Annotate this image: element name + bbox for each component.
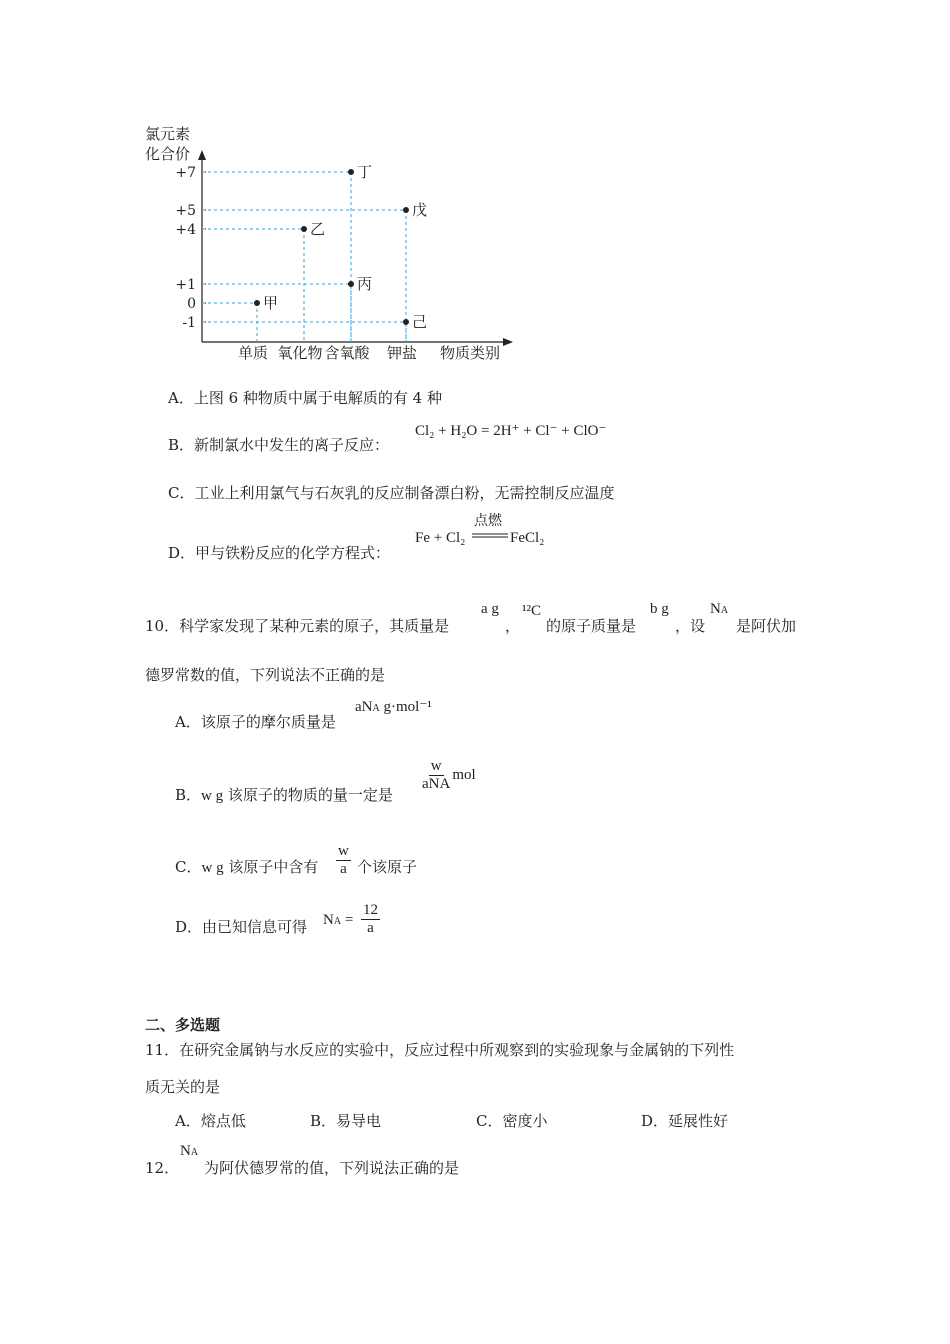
section-heading: 二、多选题 <box>145 1016 221 1034</box>
q9-option-d-right: FeCl₂ <box>510 530 545 546</box>
q12-number: 12． <box>145 1159 180 1177</box>
q9-option-a: A．上图 6 种物质中属于电解质的有 4 种 <box>168 389 442 407</box>
q11-option-c: C．密度小 <box>476 1112 548 1130</box>
y-tick-label: +1 <box>175 277 196 293</box>
q11-option-b: B．易导电 <box>310 1112 382 1130</box>
q10-carbon12: ¹²C <box>522 603 541 619</box>
data-point-label: 乙 <box>310 220 326 238</box>
q9-option-d-label: D．甲与铁粉反应的化学方程式： <box>168 544 391 562</box>
q10-option-a-math: aNA g·mol⁻¹ <box>355 699 432 715</box>
q10-mass-ag: a g <box>481 601 499 617</box>
q9-option-d-left: Fe + Cl₂ <box>415 530 466 546</box>
data-point <box>403 319 409 325</box>
data-point-label: 甲 <box>263 294 279 312</box>
q11-stem-line1: 11．在研究金属钠与水反应的实验中，反应过程中所观察到的实验现象与金属钠的下列性 <box>145 1041 735 1059</box>
q10-option-c-tail: 个该原子 <box>357 858 418 876</box>
data-point-label: 丁 <box>357 163 373 181</box>
q10-stem-part4: 是阿伏加 <box>736 617 797 635</box>
q10-option-d-na: NA = <box>323 912 354 928</box>
q10-option-a: A．该原子的摩尔质量是 <box>175 713 336 731</box>
x-axis-label: 物质类别 <box>440 344 501 362</box>
q9-option-d-condition: 点燃 <box>474 513 502 529</box>
q10-stem-part2: 的原子质量是 <box>546 617 637 635</box>
data-point <box>348 281 354 287</box>
data-point-label: 己 <box>412 313 428 331</box>
q11-option-a: A．熔点低 <box>175 1112 246 1130</box>
data-point <box>348 169 354 175</box>
q10-stem-line2: 德罗常数的值，下列说法不正确的是 <box>145 666 386 684</box>
q10-option-d-fraction: $\frac{12}{a}$ <box>363 902 378 936</box>
q9-option-d <box>168 542 390 563</box>
y-axis-label-line1: 氯元素 <box>145 125 191 143</box>
y-tick-label: 0 <box>187 296 196 312</box>
y-axis-arrow <box>198 150 206 160</box>
q10-option-b: B．w g 该原子的物质的量一定是 <box>175 786 393 804</box>
q12-stem: 为阿伏德罗常的值，下列说法正确的是 <box>204 1159 460 1177</box>
y-tick-label: -1 <box>182 315 196 331</box>
x-category-label: 含氧酸 <box>324 344 370 362</box>
q10-stem-part1: 10．科学家发现了某种元素的原子，其质量是 <box>145 617 450 635</box>
q10-option-b-fraction: $\frac{w}{\text{aNA}}$ mol <box>422 758 476 792</box>
q9-option-c: C．工业上利用氯气与石灰乳的反应制备漂白粉，无需控制反应温度 <box>168 484 615 502</box>
data-point-label: 丙 <box>357 275 373 293</box>
q10-option-c: C．w g 该原子中含有 <box>175 858 319 876</box>
q10-stem-part3: ，设 <box>675 617 706 635</box>
x-category-label: 钾盐 <box>386 344 418 362</box>
x-axis-arrow <box>503 338 513 346</box>
data-point <box>403 207 409 213</box>
data-point <box>254 300 260 306</box>
q11-option-d: D．延展性好 <box>641 1112 729 1130</box>
q10-option-d: D．由已知信息可得 <box>175 918 308 936</box>
q10-na-symbol: NA <box>710 601 729 617</box>
double-line-arrow <box>472 532 512 540</box>
q9-option-b <box>168 434 389 455</box>
q10-option-c-fraction: $\frac{w}{a}$ <box>338 843 349 877</box>
y-tick-label: +4 <box>175 222 196 238</box>
q9-option-b-equation: Cl₂ + H₂O = 2H⁺ + Cl⁻ + ClO⁻ <box>415 423 607 439</box>
x-category-label: 单质 <box>237 344 269 362</box>
q12-na-symbol: NA <box>180 1143 199 1159</box>
q10-stem-line1 <box>145 615 449 636</box>
q10-comma: ， <box>505 617 521 635</box>
valence-chart <box>0 0 950 380</box>
y-tick-label: +5 <box>175 203 196 219</box>
data-point-label: 戊 <box>412 201 428 219</box>
q11-stem-line2: 质无关的是 <box>145 1078 221 1096</box>
x-category-label: 氧化物 <box>277 344 323 362</box>
q9-option-b-label: B．新制氯水中发生的离子反应： <box>168 436 390 454</box>
y-tick-label: +7 <box>175 165 196 181</box>
data-point <box>301 226 307 232</box>
q10-mass-bg: b g <box>650 601 669 617</box>
y-axis-label-line2: 化合价 <box>145 145 191 163</box>
